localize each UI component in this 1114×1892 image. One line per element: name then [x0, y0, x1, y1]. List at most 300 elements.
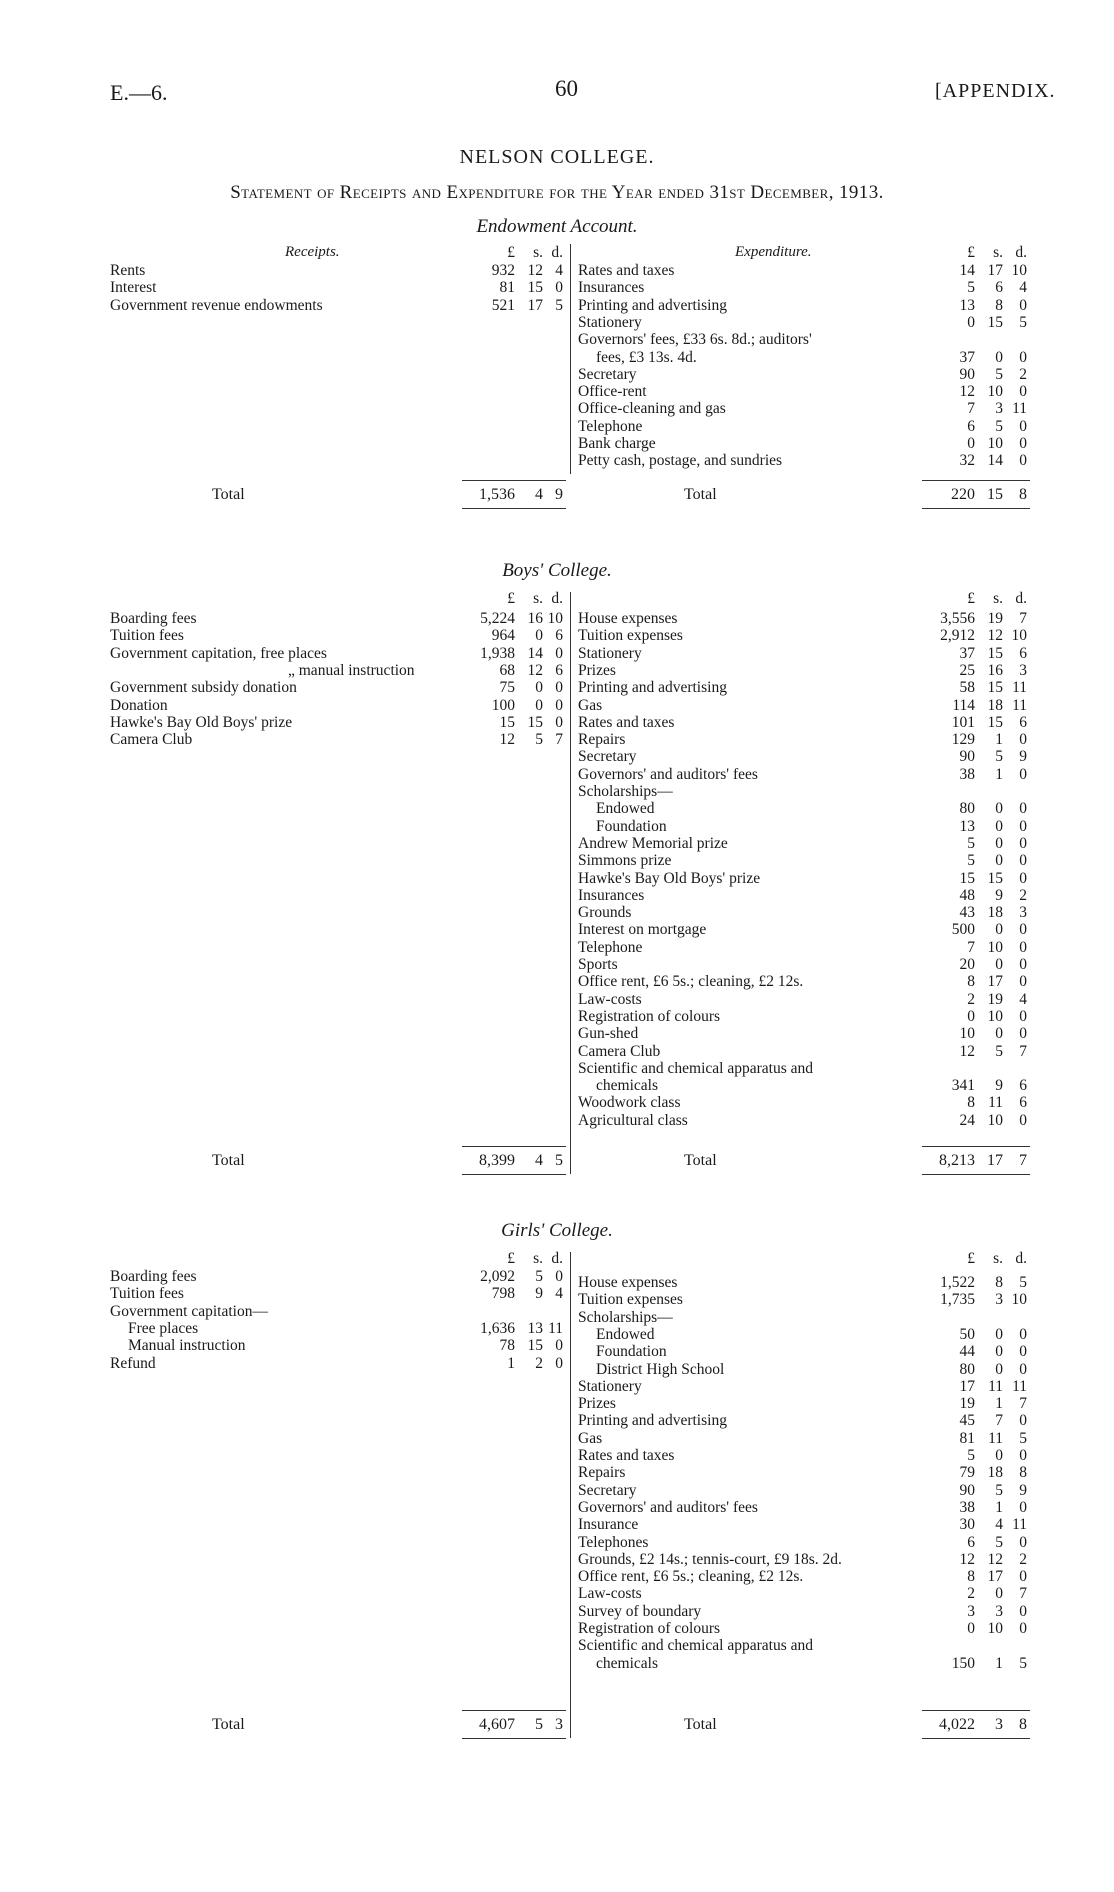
expenditure-row	[0, 1516, 1114, 1533]
expenditure-shillings: 3	[995, 1291, 1003, 1309]
expenditure-pence: 0	[1019, 1111, 1027, 1129]
expenditure-pounds: 150	[951, 1654, 975, 1672]
expenditure-pounds: 37	[959, 644, 975, 662]
expenditure-total-pounds: 4,022	[939, 1716, 975, 1733]
expenditure-shillings: 5	[995, 748, 1003, 766]
receipt-pounds: 75	[499, 679, 515, 697]
expenditure-pounds: 58	[959, 679, 975, 697]
expenditure-pence: 9	[1019, 748, 1027, 766]
currency-header-shillings: s.	[993, 590, 1003, 607]
expenditure-shillings: 8	[995, 296, 1003, 314]
expenditure-pence: 6	[1019, 1094, 1027, 1112]
expenditure-row	[0, 610, 1114, 627]
currency-header-pounds: £	[967, 244, 975, 261]
expenditure-label: Governors' and auditors' fees	[578, 765, 758, 783]
expenditure-total-pence: 8	[1019, 1716, 1027, 1733]
expenditure-shillings: 5	[995, 1042, 1003, 1060]
expenditure-row	[0, 1043, 1114, 1060]
expenditure-pounds: 45	[959, 1412, 975, 1430]
expenditure-pounds: 5	[967, 834, 975, 852]
expenditure-label: Interest on mortgage	[578, 921, 707, 939]
expenditure-pounds: 80	[959, 800, 975, 818]
expenditure-row	[0, 1464, 1114, 1481]
expenditure-pounds: 25	[959, 661, 975, 679]
expenditure-shillings: 5	[995, 417, 1003, 435]
expenditure-label: Endowed	[596, 1325, 655, 1343]
receipt-pounds: 68	[499, 661, 515, 679]
expenditure-label: Scholarships—	[578, 783, 673, 800]
expenditure-pence: 0	[1019, 765, 1027, 783]
receipt-shillings: 17	[527, 296, 543, 314]
expenditure-row	[0, 1534, 1114, 1551]
receipt-pounds: 964	[491, 627, 515, 645]
expenditure-label: Gun-shed	[578, 1025, 639, 1043]
expenditure-pounds: 8	[967, 1568, 975, 1586]
expenditure-shillings: 0	[995, 1447, 1003, 1464]
expenditure-label: Foundation	[596, 1343, 667, 1361]
receipt-pence: 0	[555, 679, 563, 697]
receipt-pence: 6	[555, 661, 563, 679]
currency-header-shillings: s.	[993, 1250, 1003, 1267]
expenditure-pence: 3	[1019, 661, 1027, 679]
expenditure-row	[0, 714, 1114, 731]
receipts-total-shillings: 4	[535, 1152, 543, 1169]
expenditure-shillings: 0	[995, 1325, 1003, 1343]
expenditure-pounds: 43	[959, 904, 975, 922]
expenditure-shillings: 11	[988, 1429, 1003, 1447]
expenditure-pounds: 12	[959, 1042, 975, 1060]
receipt-pence: 0	[555, 1268, 563, 1285]
receipt-pounds: 1	[507, 1354, 515, 1372]
expenditure-row	[0, 314, 1114, 331]
receipt-pence: 5	[555, 296, 563, 314]
expenditure-row	[0, 783, 1114, 800]
expenditure-row	[0, 627, 1114, 644]
expenditure-pence: 0	[1019, 731, 1027, 749]
expenditure-shillings: 7	[995, 1412, 1003, 1430]
expenditure-row	[0, 852, 1114, 869]
receipt-shillings: 14	[527, 644, 543, 662]
expenditure-pence: 0	[1019, 921, 1027, 939]
expenditure-label: Survey of boundary	[578, 1602, 702, 1620]
receipt-pounds: 932	[491, 262, 515, 279]
receipt-label: Donation	[110, 696, 168, 714]
expenditure-pence: 7	[1019, 1395, 1027, 1413]
expenditure-total-rule-bottom	[922, 1738, 1030, 1739]
expenditure-pounds: 13	[959, 817, 975, 835]
expenditure-pounds: 19	[959, 1395, 975, 1413]
expenditure-row	[0, 1008, 1114, 1025]
expenditure-pence: 2	[1019, 365, 1027, 383]
currency-header-pence: d.	[1015, 244, 1027, 261]
expenditure-label: Scientific and chemical apparatus and	[578, 1637, 813, 1655]
expenditure-label: Tuition expenses	[578, 1291, 683, 1309]
expenditure-pence: 0	[1019, 383, 1027, 401]
expenditure-shillings: 0	[995, 800, 1003, 818]
expenditure-pounds: 38	[959, 765, 975, 783]
expenditure-pence: 11	[1012, 696, 1027, 714]
expenditure-pounds: 7	[967, 938, 975, 956]
expenditure-label: Stationery	[578, 313, 642, 331]
expenditure-pounds: 15	[959, 869, 975, 887]
expenditure-shillings: 18	[987, 904, 1003, 922]
expenditure-pounds: 1,735	[940, 1291, 975, 1309]
expenditure-shillings: 0	[995, 1360, 1003, 1378]
expenditure-shillings: 0	[995, 1025, 1003, 1043]
receipt-pence: 4	[555, 262, 563, 279]
expenditure-label: Hawke's Bay Old Boys' prize	[578, 869, 761, 887]
currency-header-pounds: £	[507, 1250, 515, 1267]
expenditure-total-pence: 7	[1019, 1152, 1027, 1169]
expenditure-label: House expenses	[578, 610, 678, 627]
receipt-pounds: 798	[491, 1285, 515, 1303]
expenditure-pence: 4	[1019, 990, 1027, 1008]
receipt-label: Camera Club	[110, 731, 193, 749]
receipt-pounds: 1,938	[480, 644, 515, 662]
expenditure-pounds: 341	[951, 1077, 975, 1095]
expenditure-row	[0, 1094, 1114, 1111]
receipt-shillings: 0	[535, 679, 543, 697]
receipt-pounds: 15	[499, 713, 515, 731]
receipt-pence: 0	[555, 696, 563, 714]
receipt-pounds: 100	[491, 696, 515, 714]
expenditure-pence: 11	[1012, 1377, 1027, 1395]
expenditure-row	[0, 662, 1114, 679]
currency-header-shillings: s.	[993, 244, 1003, 261]
expenditure-pounds: 5	[967, 852, 975, 870]
expenditure-label: Repairs	[578, 731, 626, 749]
expenditure-label: Repairs	[578, 1464, 626, 1482]
receipt-pence: 0	[555, 1337, 563, 1355]
expenditure-pounds: 2,912	[940, 627, 975, 645]
endowment-section-title: Endowment Account.	[476, 216, 638, 237]
expenditure-total-shillings: 15	[987, 486, 1003, 503]
expenditure-row	[0, 800, 1114, 817]
expenditure-label: chemicals	[596, 1654, 658, 1672]
receipt-pounds: 81	[499, 279, 515, 297]
expenditure-label: Secretary	[578, 1481, 637, 1499]
boys-section-title: Boys' College.	[502, 560, 612, 581]
expenditure-label: Endowed	[596, 800, 655, 818]
expenditure-pounds: 2	[967, 990, 975, 1008]
expenditure-shillings: 17	[987, 1568, 1003, 1586]
expenditure-shillings: 8	[995, 1274, 1003, 1291]
receipt-pence: 0	[555, 1354, 563, 1372]
expenditure-row	[0, 366, 1114, 383]
expenditure-pounds: 32	[959, 452, 975, 470]
expenditure-pounds: 90	[959, 748, 975, 766]
expenditure-label: Telephones	[578, 1533, 649, 1551]
expenditure-total-rule-bottom	[922, 508, 1030, 509]
receipt-pence: 0	[555, 279, 563, 297]
expenditure-shillings: 3	[995, 400, 1003, 418]
receipt-label: Tuition fees	[110, 1285, 184, 1303]
expenditure-total-rule-top	[922, 1146, 1030, 1147]
expenditure-label: Office-rent	[578, 383, 647, 401]
receipt-label: Government subsidy donation	[110, 679, 297, 697]
expenditure-shillings: 15	[987, 644, 1003, 662]
expenditure-row	[0, 279, 1114, 296]
expenditure-label: Grounds, £2 14s.; tennis-court, £9 18s. 2d.	[578, 1550, 842, 1568]
receipt-label: Government capitation, free places	[110, 644, 327, 662]
expenditure-row	[0, 1603, 1114, 1620]
expenditure-row	[0, 1655, 1114, 1672]
expenditure-pence: 0	[1019, 1602, 1027, 1620]
expenditure-pounds: 24	[959, 1111, 975, 1129]
expenditure-row	[0, 1060, 1114, 1077]
expenditure-pence: 4	[1019, 279, 1027, 297]
receipt-label: Government capitation—	[110, 1302, 268, 1320]
receipt-label: Tuition fees	[110, 627, 184, 645]
expenditure-pence: 10	[1011, 1291, 1027, 1309]
expenditure-shillings: 0	[995, 956, 1003, 973]
receipts-currency-header	[0, 1250, 1114, 1267]
expenditure-row	[0, 1077, 1114, 1094]
expenditure-pounds: 12	[959, 1550, 975, 1568]
expenditure-label: Law-costs	[578, 1585, 642, 1603]
receipt-label: Government revenue endowments	[110, 296, 323, 314]
currency-header-pounds: £	[967, 590, 975, 607]
expenditure-row	[0, 400, 1114, 417]
expenditure-pence: 0	[1019, 1447, 1027, 1464]
expenditure-row	[0, 1447, 1114, 1464]
total-row	[0, 486, 1114, 503]
expenditure-row	[0, 1025, 1114, 1042]
expenditure-label: Camera Club	[578, 1042, 661, 1060]
expenditure-total-label: Total	[684, 1152, 717, 1169]
currency-header-pounds: £	[507, 590, 515, 607]
receipt-label: Boarding fees	[110, 1268, 197, 1285]
expenditure-shillings: 17	[987, 262, 1003, 279]
expenditure-pence: 0	[1019, 1007, 1027, 1025]
expenditure-label: Insurances	[578, 279, 645, 297]
receipt-pence: 10	[547, 610, 563, 627]
expenditure-label: Telephone	[578, 938, 643, 956]
expenditure-label: Woodwork class	[578, 1094, 681, 1112]
expenditure-label: Governors' and auditors' fees	[578, 1498, 758, 1516]
expenditure-row	[0, 921, 1114, 938]
expenditure-shillings: 12	[987, 627, 1003, 645]
expenditure-row	[0, 766, 1114, 783]
expenditure-label: Grounds	[578, 904, 632, 922]
receipts-total-pounds: 8,399	[479, 1152, 515, 1169]
receipt-pounds: 5,224	[480, 610, 515, 627]
expenditure-pence: 0	[1019, 1025, 1027, 1043]
expenditure-row	[0, 1585, 1114, 1602]
expenditure-label: Law-costs	[578, 990, 642, 1008]
expenditure-pence: 9	[1019, 1481, 1027, 1499]
receipts-total-pounds: 1,536	[479, 486, 515, 503]
expenditure-pounds: 14	[959, 262, 975, 279]
currency-header-pence: d.	[551, 1250, 563, 1267]
receipts-total-rule-top	[462, 1710, 566, 1711]
expenditure-row	[0, 870, 1114, 887]
expenditure-total-rule-bottom	[922, 1174, 1030, 1175]
expenditure-shillings: 1	[995, 765, 1003, 783]
currency-header-pence: d.	[1015, 590, 1027, 607]
appendix-label: [APPENDIX.	[935, 80, 1056, 102]
expenditure-total-rule-top	[922, 480, 1030, 481]
expenditure-shillings: 4	[995, 1516, 1003, 1534]
expenditure-pence: 2	[1019, 1550, 1027, 1568]
expenditure-pence: 2	[1019, 886, 1027, 904]
expenditure-total-label: Total	[684, 1716, 717, 1733]
expenditure-pounds: 5	[967, 279, 975, 297]
expenditure-label: Printing and advertising	[578, 1412, 727, 1430]
currency-header-pence: d.	[551, 590, 563, 607]
receipt-pence: 4	[555, 1285, 563, 1303]
expenditure-row	[0, 1274, 1114, 1291]
expenditure-pounds: 90	[959, 365, 975, 383]
expenditure-pence: 11	[1012, 1516, 1027, 1534]
receipt-shillings: 15	[527, 279, 543, 297]
expenditure-label: Scholarships—	[578, 1308, 673, 1326]
expenditure-pounds: 81	[959, 1429, 975, 1447]
receipt-shillings: 5	[535, 731, 543, 749]
receipts-total-rule-top	[462, 480, 566, 481]
receipt-shillings: 5	[535, 1268, 543, 1285]
expenditure-pence: 0	[1019, 1533, 1027, 1551]
expenditure-row	[0, 1112, 1114, 1129]
expenditure-pounds: 48	[959, 886, 975, 904]
receipt-label: „ manual instruction	[288, 661, 415, 679]
expenditure-shillings: 5	[995, 1533, 1003, 1551]
expenditure-row	[0, 1395, 1114, 1412]
receipts-total-label: Total	[212, 1152, 245, 1169]
receipt-shillings: 9	[535, 1285, 543, 1303]
receipt-label: Manual instruction	[128, 1337, 246, 1355]
expenditure-pounds: 50	[959, 1325, 975, 1343]
expenditure-label: Scientific and chemical apparatus and	[578, 1059, 813, 1077]
expenditure-label: Andrew Memorial prize	[578, 834, 728, 852]
expenditure-row	[0, 349, 1114, 366]
expenditure-label: chemicals	[596, 1077, 658, 1095]
expenditure-pence: 0	[1019, 800, 1027, 818]
expenditure-label: Secretary	[578, 365, 637, 383]
expenditure-shillings: 11	[988, 1094, 1003, 1112]
expenditure-label: Petty cash, postage, and sundries	[578, 452, 783, 470]
expenditure-total-pounds: 220	[951, 486, 975, 503]
expenditure-pence: 6	[1019, 644, 1027, 662]
expenditure-pence: 11	[1012, 679, 1027, 697]
page-code: E.—6.	[110, 80, 168, 105]
expenditure-pence: 5	[1019, 1429, 1027, 1447]
expenditure-shillings: 18	[987, 696, 1003, 714]
expenditure-shillings: 12	[987, 1550, 1003, 1568]
receipt-label: Free places	[128, 1319, 199, 1337]
expenditure-pence: 0	[1019, 817, 1027, 835]
expenditure-label: Insurance	[578, 1516, 639, 1534]
expenditure-label: Registration of colours	[578, 1620, 721, 1637]
expenditure-pounds: 38	[959, 1498, 975, 1516]
expenditure-shillings: 5	[995, 365, 1003, 383]
expenditure-pounds: 0	[967, 1007, 975, 1025]
expenditure-label: Foundation	[596, 817, 667, 835]
expenditure-pounds: 5	[967, 1447, 975, 1464]
expenditure-pence: 10	[1011, 627, 1027, 645]
expenditure-label: Prizes	[578, 661, 616, 679]
currency-header-pence: d.	[551, 244, 563, 261]
expenditure-shillings: 1	[995, 1498, 1003, 1516]
expenditure-pence: 0	[1019, 296, 1027, 314]
receipts-heading: Receipts.	[285, 244, 340, 260]
expenditure-pounds: 7	[967, 400, 975, 418]
expenditure-shillings: 18	[987, 1464, 1003, 1482]
expenditure-label: Agricultural class	[578, 1111, 688, 1129]
expenditure-row	[0, 731, 1114, 748]
expenditure-row	[0, 297, 1114, 314]
expenditure-label: Stationery	[578, 1377, 642, 1395]
expenditure-total-label: Total	[684, 486, 717, 503]
expenditure-pence: 0	[1019, 348, 1027, 366]
expenditure-row	[0, 697, 1114, 714]
expenditure-row	[0, 1291, 1114, 1308]
receipt-pence: 11	[548, 1319, 563, 1337]
expenditure-pounds: 79	[959, 1464, 975, 1482]
expenditure-label: Prizes	[578, 1395, 616, 1413]
expenditure-pounds: 500	[951, 921, 975, 939]
expenditure-row	[0, 1499, 1114, 1516]
expenditure-row	[0, 1430, 1114, 1447]
expenditure-pence: 0	[1019, 1412, 1027, 1430]
expenditure-pounds: 3,556	[940, 610, 975, 627]
expenditure-label: Office rent, £6 5s.; cleaning, £2 12s.	[578, 1568, 804, 1586]
girls-section-title: Girls' College.	[501, 1220, 613, 1241]
expenditure-pence: 6	[1019, 713, 1027, 731]
expenditure-row	[0, 1378, 1114, 1395]
receipt-shillings: 0	[535, 627, 543, 645]
currency-header-pence: d.	[1015, 1250, 1027, 1267]
expenditure-pence: 0	[1019, 1620, 1027, 1637]
receipt-label: Boarding fees	[110, 610, 197, 627]
expenditure-shillings: 0	[995, 852, 1003, 870]
expenditure-row	[0, 262, 1114, 279]
expenditure-pounds: 0	[967, 1620, 975, 1637]
receipt-pence: 0	[555, 713, 563, 731]
page-title: NELSON COLLEGE.	[459, 146, 655, 168]
expenditure-pounds: 30	[959, 1516, 975, 1534]
expenditure-label: District High School	[596, 1360, 725, 1378]
receipt-label: Interest	[110, 279, 157, 297]
expenditure-shillings: 10	[987, 1007, 1003, 1025]
expenditure-label: Registration of colours	[578, 1007, 721, 1025]
receipt-pounds: 521	[491, 296, 515, 314]
expenditure-shillings: 10	[987, 435, 1003, 452]
expenditure-pence: 8	[1019, 1464, 1027, 1482]
expenditure-row	[0, 835, 1114, 852]
receipt-label: Refund	[110, 1354, 156, 1372]
expenditure-pence: 5	[1019, 1274, 1027, 1291]
expenditure-pence: 7	[1019, 1042, 1027, 1060]
expenditure-pence: 0	[1019, 1325, 1027, 1343]
expenditure-row	[0, 1412, 1114, 1429]
expenditure-label: Gas	[578, 696, 603, 714]
expenditure-pence: 0	[1019, 938, 1027, 956]
expenditure-shillings: 15	[987, 869, 1003, 887]
expenditure-shillings: 19	[987, 990, 1003, 1008]
expenditure-pounds: 12	[959, 383, 975, 401]
currency-header-shillings: s.	[533, 590, 543, 607]
expenditure-label: Bank charge	[578, 435, 656, 452]
expenditure-pounds: 44	[959, 1343, 975, 1361]
expenditure-pence: 5	[1019, 313, 1027, 331]
expenditure-shillings: 1	[995, 1395, 1003, 1413]
receipts-total-rule-bottom	[462, 508, 566, 509]
expenditure-row	[0, 887, 1114, 904]
expenditure-label: Simmons prize	[578, 852, 672, 870]
expenditure-shillings: 1	[995, 731, 1003, 749]
expenditure-shillings: 9	[995, 1077, 1003, 1095]
